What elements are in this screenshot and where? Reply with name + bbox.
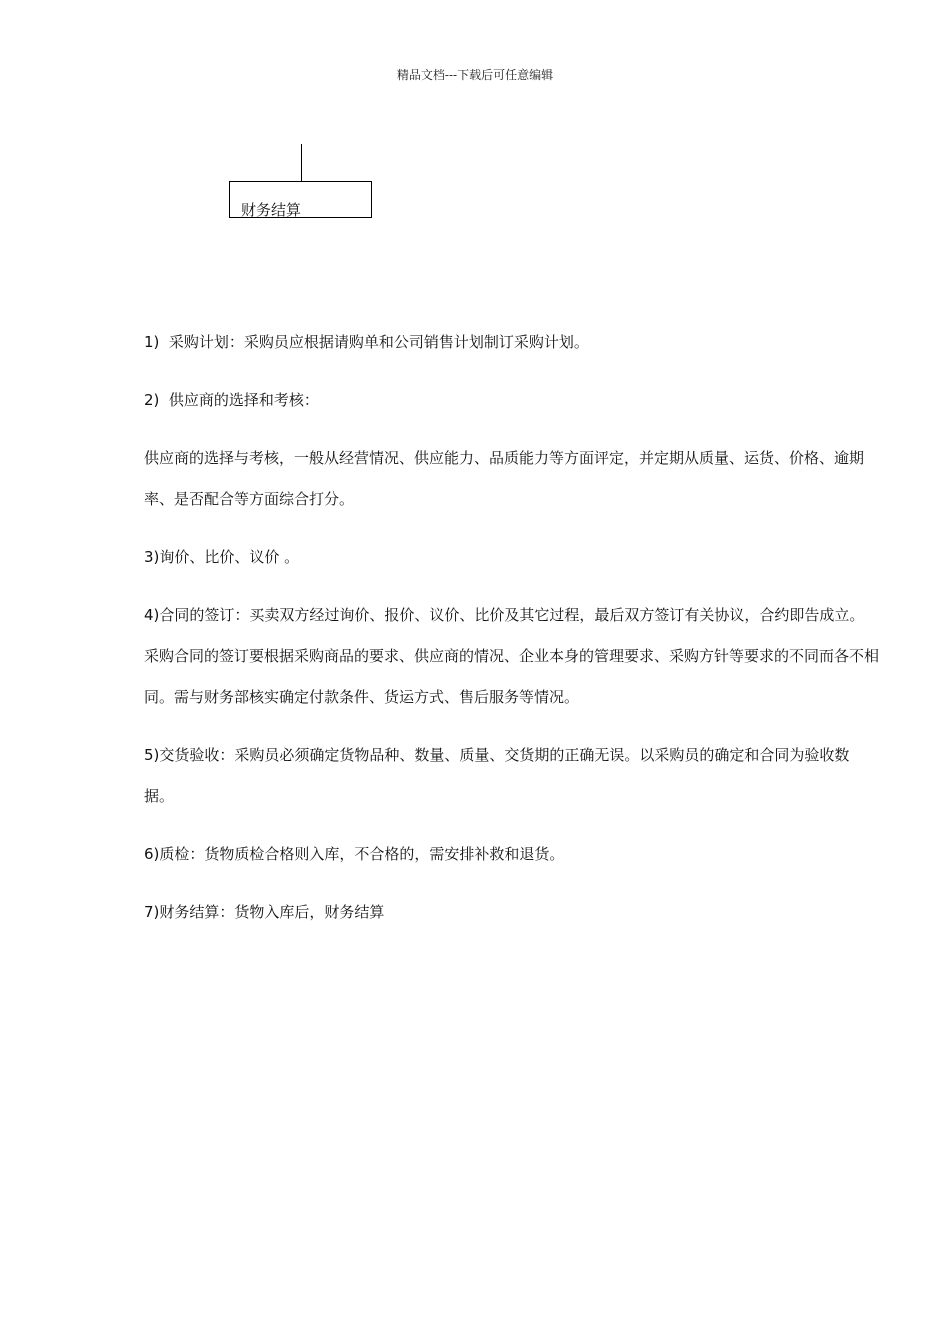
- page-header: 精品文档---下载后可任意编辑: [396, 68, 554, 82]
- paragraph-1: 1) 采购计划：采购员应根据请购单和公司销售计划制订采购计划。: [144, 333, 589, 351]
- flowchart-box-finance-settlement: [229, 181, 372, 218]
- document-body: [144, 322, 879, 933]
- flowchart-box-label: 财务结算: [241, 201, 302, 219]
- paragraph-8: 7)财务结算：货物入库后，财务结算: [144, 903, 385, 921]
- flowchart-connector-line: [301, 144, 302, 182]
- paragraph-4: 3)询价、比价、议价 。: [144, 548, 300, 566]
- paragraph-6: 5)交货验收：采购员必须确定货物品种、数量、质量、交货期的正确无误。以采购员的确定和合同为验收数据。: [144, 746, 850, 805]
- paragraph-3: 供应商的选择与考核，一般从经营情况、供应能力、品质能力等方面评定，并定期从质量、运货、价格、逾期率、是否配合等方面综合打分。: [144, 449, 865, 508]
- paragraph-2: 2) 供应商的选择和考核：: [144, 391, 319, 409]
- paragraph-5: 4)合同的签订：买卖双方经过询价、报价、议价、比价及其它过程，最后双方签订有关协议，合约即告成立。采购合同的签订要根据采购商品的要求、供应商的情况、企业本身的管理要求、采购方针等要求的不同而各不相同。需与财务部核实确定付款条件、货运方式、售后服务等情况。: [144, 606, 880, 706]
- paragraph-7: 6)质检：货物质检合格则入库，不合格的，需安排补救和退货。: [144, 845, 565, 863]
